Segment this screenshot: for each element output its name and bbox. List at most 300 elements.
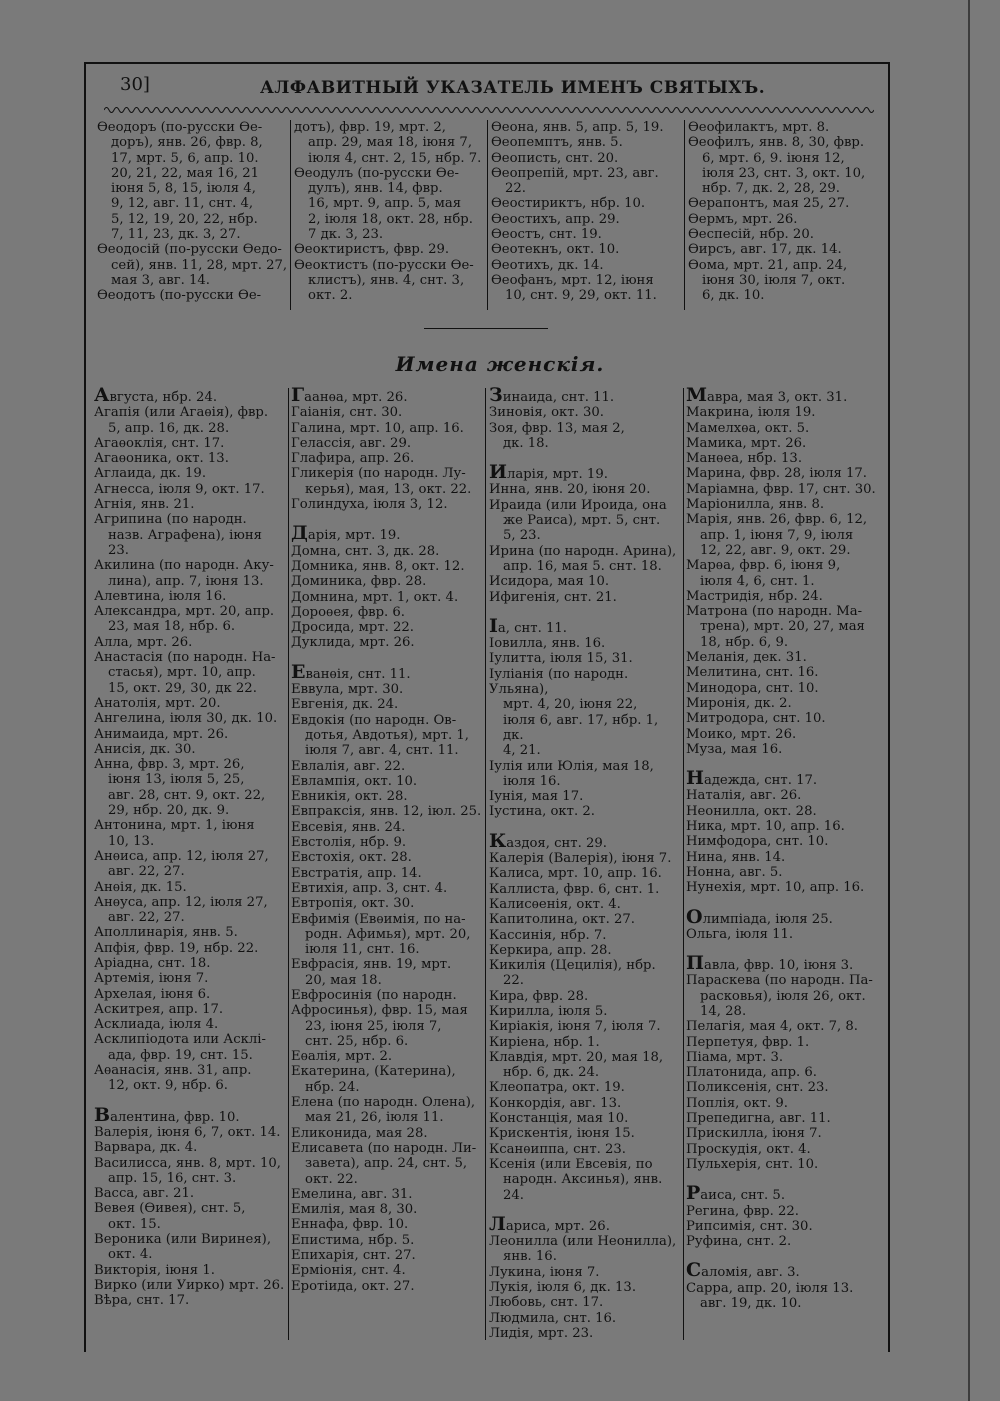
entry-continuation: 23, мая 18, нбр. 6.	[108, 619, 236, 635]
entry-line: Ирина (по народн. Арина),	[489, 543, 677, 559]
entry-line: Іунія, мая 17.	[489, 789, 584, 805]
entry-continuation: іюля 4, 6, снт. 1.	[700, 573, 815, 589]
entry-line: Вѣра, снт. 17.	[94, 1293, 190, 1309]
entry-continuation: 14, 28.	[700, 1003, 747, 1019]
entry-line: Варвара, дк. 4.	[94, 1140, 198, 1156]
entry-line: Клавдія, мрт. 20, мая 18,	[489, 1049, 664, 1065]
entry-line: Ѳеопрепій, мрт. 23, авг.	[491, 165, 659, 181]
entry-line: Афросинья), фвр. 15, мая	[291, 1003, 468, 1019]
entry-line: Агнесса, іюля 9, окт. 17.	[94, 481, 265, 497]
entry-line: Ираида (или Ироида, она	[489, 497, 667, 513]
entry-continuation: 22.	[503, 973, 524, 989]
letter-gap	[686, 896, 880, 910]
male-column-1	[97, 120, 289, 304]
letter-gap	[686, 942, 880, 956]
entry-continuation: апр. 16, мая 5. снт. 18.	[503, 558, 662, 574]
entry-line: Ѳеотекнъ, окт. 10.	[491, 242, 620, 258]
entry-line: Еванѳія, снт. 11.	[291, 660, 411, 683]
entry-line: Мамелхѳа, окт. 5.	[686, 420, 810, 436]
entry-line: Іустина, окт. 2.	[489, 804, 595, 820]
entry-line: Іулитта, іюля 15, 31.	[489, 651, 633, 667]
entry-continuation: 5, 23.	[503, 528, 541, 544]
entry-line: Дарія, мрт. 19.	[291, 522, 401, 545]
entry-line: Іовилла, янв. 16.	[489, 636, 606, 652]
entry-line: Ѳеодулъ (по-русски Ѳе-	[294, 165, 459, 181]
entry-line: Лариса, мрт. 26.	[489, 1212, 610, 1235]
entry-line: Акилина (по народн. Аку-	[94, 558, 274, 574]
entry-continuation: іюля 4, снт. 2, 15, нбр. 7.	[308, 150, 482, 166]
entry-line: Ѳеона, янв. 5, апр. 5, 19.	[491, 120, 664, 135]
column-separator	[290, 120, 291, 310]
entry-continuation: 5, 12, 19, 20, 22, нбр.	[111, 211, 258, 227]
entry-continuation: 6, дк. 10.	[702, 288, 765, 304]
entry-continuation: нбр. 7, дк. 2, 28, 29.	[702, 181, 840, 197]
entry-continuation: лина), апр. 7, іюня 13.	[108, 573, 264, 589]
entry-line: Агнія, янв. 21.	[94, 497, 195, 513]
entry-line: Ѳеоктиристъ, фвр. 29.	[294, 242, 450, 258]
entry-line: Капитолина, окт. 27.	[489, 912, 635, 928]
entry-line: Пелагія, мая 4, окт. 7, 8.	[686, 1019, 858, 1035]
entry-line: Еввула, мрт. 30.	[291, 682, 404, 698]
entry-line: Ѳеодоръ (по-русски Ѳе-	[97, 120, 263, 135]
entry-line: Кирилла, іюля 5.	[489, 1003, 608, 1019]
entry-line: Рипсимія, снт. 30.	[686, 1218, 813, 1234]
entry-line: Евтихія, апр. 3, снт. 4.	[291, 880, 448, 896]
entry-line: Евлампія, окт. 10.	[291, 773, 418, 789]
page-title: АЛФАВИТНЫЙ УКАЗАТЕЛЬ ИМЕНЪ СВЯТЫХЪ.	[260, 78, 766, 98]
section-rule	[424, 328, 548, 329]
male-column-4	[688, 120, 880, 304]
male-column-3	[491, 120, 683, 304]
entry-line: Аѳанасія, янв. 31, апр.	[94, 1063, 252, 1079]
entry-line: Аскитрея, апр. 17.	[94, 1001, 224, 1017]
entry-line: Павла, фвр. 10, іюня 3.	[686, 952, 854, 975]
column-separator	[487, 120, 488, 310]
entry-line: Крискентія, іюня 15.	[489, 1126, 635, 1142]
entry-continuation: 20, мая 18.	[305, 972, 382, 988]
entry-continuation: авг. 28, снт. 9, окт. 22,	[108, 787, 266, 803]
entry-line: Евсевія, янв. 24.	[291, 819, 406, 835]
entry-line: Александра, мрт. 20, апр.	[94, 604, 275, 620]
column-separator	[683, 388, 684, 1340]
entry-continuation: окт. 15.	[108, 1216, 161, 1232]
entry-line: Лукія, іюля 6, дк. 13.	[489, 1280, 637, 1296]
entry-line: Кикилія (Цецилія), нбр.	[489, 958, 656, 974]
entry-continuation: же Раиса), мрт. 5, снт.	[503, 513, 661, 529]
entry-line: Евтропія, окт. 30.	[291, 896, 415, 912]
entry-line: Мелитина, снт. 16.	[686, 665, 819, 681]
letter-gap	[94, 1094, 286, 1108]
entry-line: Надежда, снт. 17.	[686, 767, 818, 790]
entry-line: Еротіида, окт. 27.	[291, 1278, 415, 1294]
entry-line: Анимаида, мрт. 26.	[94, 726, 229, 742]
entry-line: Іулія или Юлія, мая 18,	[489, 758, 654, 774]
entry-continuation: 20, 21, 22, мая 16, 21	[111, 165, 260, 181]
entry-continuation: 2, іюля 18, окт. 28, нбр.	[308, 211, 473, 227]
entry-line: Марія, янв. 26, фвр. 6, 12,	[686, 512, 868, 528]
entry-line: Ѳеофилъ, янв. 8, 30, фвр.	[688, 135, 865, 151]
entry-continuation: родн. Афимья), мрт. 20,	[305, 926, 471, 942]
entry-line: Зиновія, окт. 30.	[489, 405, 604, 421]
entry-line: Ксанѳиппа, снт. 23.	[489, 1141, 626, 1157]
entry-line: Макрина, іюля 19.	[686, 405, 816, 421]
entry-line: Анѳуса, апр. 12, іюля 27,	[94, 894, 268, 910]
entry-line: Голиндуха, іюля 3, 12.	[291, 497, 448, 513]
entry-line: Минодора, снт. 10.	[686, 680, 819, 696]
entry-line: Параскева (по народн. Па-	[686, 973, 873, 989]
entry-line: Поплія, окт. 9.	[686, 1095, 788, 1111]
entry-line: дотъ), фвр. 19, мрт. 2,	[294, 120, 446, 135]
entry-line: Аглаида, дк. 19.	[94, 466, 207, 482]
column-separator	[288, 388, 289, 1340]
entry-line: Митродора, снт. 10.	[686, 711, 826, 727]
entry-line: Домнина, мрт. 1, окт. 4.	[291, 589, 459, 605]
wavy-divider	[104, 104, 874, 116]
entry-continuation: 15, окт. 29, 30, дк 22.	[108, 680, 257, 696]
entry-line: Евдокія (по народн. Ов-	[291, 712, 457, 728]
entry-line: Констанція, мая 10.	[489, 1111, 629, 1127]
entry-line: Дороѳея, фвр. 6.	[291, 604, 405, 620]
entry-continuation: нбр. 24.	[305, 1079, 360, 1095]
entry-continuation: апр. 29, мая 18, іюня 7,	[308, 135, 473, 151]
entry-continuation: 17, мрт. 5, 6, апр. 10.	[111, 150, 259, 166]
entry-continuation: 29, нбр. 20, дк. 9.	[108, 803, 230, 819]
entry-continuation: 16, мрт. 9, апр. 5, мая	[308, 196, 462, 212]
entry-line: Евникія, окт. 28.	[291, 789, 408, 805]
entry-line: Анѳія, дк. 15.	[94, 879, 187, 895]
entry-continuation: ада, фвр. 19, снт. 15.	[108, 1047, 253, 1063]
female-column-4	[686, 384, 880, 1312]
entry-line: Емелина, авг. 31.	[291, 1186, 413, 1202]
entry-continuation: доръ), янв. 26, фвр. 8,	[111, 135, 263, 151]
column-separator	[485, 388, 486, 1340]
entry-line: Керкира, апр. 28.	[489, 942, 612, 958]
entry-line: Домника, янв. 8, окт. 12.	[291, 558, 465, 574]
entry-continuation: іюня 13, іюля 5, 25,	[108, 772, 245, 788]
entry-line: Конкордія, авг. 13.	[489, 1095, 622, 1111]
letter-gap	[686, 757, 880, 771]
entry-line: Евстратія, апр. 14.	[291, 865, 422, 881]
entry-line: Глафира, апр. 26.	[291, 451, 415, 467]
entry-line: Любовь, снт. 17.	[489, 1295, 604, 1311]
entry-line: Піама, мрт. 3.	[686, 1049, 784, 1065]
entry-continuation: іюля 6, авг. 17, нбр. 1, дк.	[503, 712, 659, 743]
entry-continuation: снт. 25, нбр. 6.	[305, 1033, 409, 1049]
entry-line: Дуклида, мрт. 26.	[291, 635, 415, 651]
entry-continuation: 10, 13.	[108, 833, 155, 849]
entry-line: Агаѳоника, окт. 13.	[94, 451, 229, 467]
entry-line: Киріакія, іюня 7, іюля 7.	[489, 1019, 661, 1035]
entry-line: Еликонида, мая 28.	[291, 1125, 428, 1141]
entry-continuation: іюля 7, авг. 4, снт. 11.	[305, 743, 459, 759]
entry-continuation: стасья), мрт. 10, апр.	[108, 665, 256, 681]
male-column-2	[294, 120, 486, 304]
entry-line: Ѳерапонтъ, мая 25, 27.	[688, 196, 850, 212]
entry-line: Евгенія, дк. 24.	[291, 697, 399, 713]
entry-line: Поликсенія, снт. 23.	[686, 1080, 829, 1096]
entry-continuation: мрт. 4, 20, іюня 22,	[503, 697, 638, 713]
page-number: 30]	[120, 74, 150, 95]
entry-line: Клеопатра, окт. 19.	[489, 1080, 625, 1096]
entry-continuation: авг. 22, 27.	[108, 864, 185, 880]
entry-line: Аріадна, снт. 18.	[94, 955, 211, 971]
entry-line: Марѳа, фвр. 6, іюня 9,	[686, 558, 841, 574]
entry-line: Муза, мая 16.	[686, 741, 783, 757]
entry-line: Ѳеодотъ (по-русски Ѳе-	[97, 288, 262, 304]
entry-continuation: окт. 2.	[308, 288, 353, 304]
entry-line: Моико, мрт. 26.	[686, 726, 797, 742]
entry-line: Евстохія, окт. 28.	[291, 850, 412, 866]
entry-line: Ѳеодосій (по-русски Ѳедо-	[97, 242, 282, 258]
entry-line: Пульхерія, снт. 10.	[686, 1156, 819, 1172]
entry-line: Іуліанія (по народн. Ульяна),	[489, 666, 629, 698]
entry-continuation: іюля 16.	[503, 773, 561, 789]
entry-line: Мастридія, нбр. 24.	[686, 588, 823, 604]
entry-line: Раиса, снт. 5.	[686, 1182, 786, 1205]
page-edge-rule	[968, 0, 970, 1401]
entry-line: Ѳеспесій, нбр. 20.	[688, 227, 814, 243]
entry-line: Евпраксія, янв. 12, іюл. 25.	[291, 804, 482, 820]
entry-continuation: завета), апр. 24, снт. 5,	[305, 1156, 468, 1172]
entry-continuation: 23, іюня 25, іюля 7,	[305, 1018, 442, 1034]
entry-line: Артемія, іюня 7.	[94, 971, 209, 987]
entry-line: Еннафа, фвр. 10.	[291, 1217, 409, 1233]
entry-continuation: дулъ), янв. 14, фвр.	[308, 181, 443, 197]
entry-continuation: 7 дк. 3, 23.	[308, 227, 384, 243]
entry-continuation: мая 21, 26, іюля 11.	[305, 1110, 444, 1126]
entry-line: Евфимія (Евѳимія, по на-	[291, 911, 466, 927]
entry-line: Елена (по народн. Олена),	[291, 1095, 476, 1111]
letter-gap	[686, 1249, 880, 1263]
entry-continuation: авг. 19, дк. 10.	[700, 1296, 802, 1312]
letter-gap	[489, 451, 681, 465]
entry-line: Нимфодора, снт. 10.	[686, 834, 829, 850]
entry-continuation: іюля 23, снт. 3, окт. 10,	[702, 165, 866, 181]
entry-continuation: іюня 30, іюля 7, окт.	[702, 272, 846, 288]
entry-line: Сарра, апр. 20, іюля 13.	[686, 1280, 854, 1296]
entry-line: Руфина, снт. 2.	[686, 1234, 792, 1250]
entry-line: Агапія (или Агаѳія), фвр.	[94, 405, 269, 421]
entry-line: Олимпіада, іюля 25.	[686, 905, 833, 928]
entry-line: Алевтина, іюля 16.	[94, 588, 227, 604]
entry-line: Архелая, іюня 6.	[94, 986, 211, 1002]
entry-continuation: іюля 11, снт. 16.	[305, 942, 420, 958]
entry-line: Марина, фвр. 28, іюля 17.	[686, 466, 867, 482]
entry-line: Ерміонія, снт. 4.	[291, 1263, 406, 1279]
entry-continuation: сей), янв. 11, 28, мрт. 27,	[111, 257, 288, 273]
entry-continuation: окт. 4.	[108, 1247, 153, 1263]
column-separator	[684, 120, 685, 310]
entry-line: Доминика, фвр. 28.	[291, 574, 427, 590]
entry-line: Аполлинарія, янв. 5.	[94, 925, 238, 941]
entry-line: Ѳома, мрт. 21, апр. 24,	[688, 257, 848, 273]
entry-line: Кира, фвр. 28.	[489, 988, 589, 1004]
entry-line: Анна, фвр. 3, мрт. 26,	[94, 757, 245, 773]
entry-line: Калисѳенія, окт. 4.	[489, 896, 621, 912]
entry-continuation: апр. 15, 16, снт. 3.	[108, 1170, 237, 1186]
entry-line: Вирко (или Уирко) мрт. 26.	[94, 1277, 285, 1293]
entry-line: Галина, мрт. 10, апр. 16.	[291, 420, 464, 436]
entry-line: Нонна, авг. 5.	[686, 864, 783, 880]
female-column-2	[291, 384, 483, 1294]
entry-continuation: 6, мрт. 6, 9. іюня 12,	[702, 150, 845, 166]
entry-line: Иларія, мрт. 19.	[489, 461, 608, 484]
entry-line: Ѳеостъ, снт. 19.	[491, 227, 602, 243]
entry-continuation: іюня 5, 8, 15, іюля 4,	[111, 181, 256, 197]
entry-line: Ксенія (или Евсевія, по	[489, 1156, 653, 1172]
entry-line: Емилія, мая 8, 30.	[291, 1202, 418, 1218]
entry-continuation: клистъ), янв. 4, снт. 3,	[308, 272, 465, 288]
entry-continuation: расковья), іюля 26, окт.	[700, 988, 866, 1004]
entry-continuation: керья), мая, 13, окт. 22.	[305, 481, 472, 497]
entry-line: Ѳирсъ, авг. 17, дк. 14.	[688, 242, 842, 258]
entry-continuation: 10, снт. 9, 29, окт. 11.	[505, 288, 657, 304]
entry-line: Ифигенія, снт. 21.	[489, 589, 617, 605]
entry-line: Евстолія, нбр. 9.	[291, 835, 407, 851]
entry-line: Киріена, нбр. 1.	[489, 1034, 600, 1050]
entry-line: Ѳеописть, снт. 20.	[491, 150, 619, 166]
entry-line: Зинаида, снт. 11.	[489, 384, 615, 406]
entry-continuation: мая 3, авг. 14.	[111, 272, 210, 288]
entry-line: Анастасія (по народн. На-	[94, 650, 276, 666]
entry-line: Зоя, фвр. 13, мая 2,	[489, 420, 625, 436]
entry-line: Елисавета (по народн. Ли-	[291, 1140, 477, 1156]
entry-line: Ѳеопемптъ, янв. 5.	[491, 135, 623, 151]
entry-line: Меланія, дек. 31.	[686, 650, 807, 666]
entry-line: Антонина, мрт. 1, іюня	[94, 818, 255, 834]
entry-line: Гаіанія, снт. 30.	[291, 405, 403, 421]
entry-line: Кассинія, нбр. 7.	[489, 927, 607, 943]
entry-continuation: 9, 12, авг. 11, снт. 4,	[111, 196, 254, 212]
entry-line: Алла, мрт. 26.	[94, 634, 193, 650]
entry-line: Евфросинія (по народн.	[291, 987, 457, 1003]
entry-line: Маріонилла, янв. 8.	[686, 497, 825, 513]
entry-line: Препедигна, авг. 11.	[686, 1111, 831, 1127]
entry-line: Васса, авг. 21.	[94, 1186, 195, 1202]
entry-line: Агрипина (по народн.	[94, 512, 247, 528]
entry-continuation: дк. 18.	[503, 435, 549, 451]
entry-line: Асклиада, іюля 4.	[94, 1017, 219, 1033]
entry-line: Исидора, мая 10.	[489, 574, 610, 590]
entry-line: Нина, янв. 14.	[686, 849, 786, 865]
entry-line: Ѳеотихъ, дк. 14.	[491, 257, 604, 273]
letter-gap	[686, 1172, 880, 1186]
letter-gap	[291, 651, 483, 665]
entry-line: Наталія, авг. 26.	[686, 788, 802, 804]
entry-continuation: окт. 22.	[305, 1171, 358, 1187]
entry-line: Асклипіодота или Асклі-	[94, 1032, 266, 1048]
entry-line: Ѳеоктистъ (по-русски Ѳе-	[294, 257, 474, 273]
letter-gap	[291, 512, 483, 526]
entry-line: Гаанѳа, мрт. 26.	[291, 384, 408, 406]
entry-continuation: 5, апр. 16, дк. 28.	[108, 420, 230, 436]
section-title-female: Имена женскія.	[395, 352, 605, 376]
entry-line: Дросида, мрт. 22.	[291, 620, 414, 636]
female-column-3	[489, 384, 681, 1341]
entry-line: Гелассія, авг. 29.	[291, 435, 412, 451]
entry-line: Калерія (Валерія), іюня 7.	[489, 851, 672, 867]
page-header	[120, 74, 880, 102]
entry-line: Ѳеостириктъ, нбр. 10.	[491, 196, 646, 212]
female-column-1	[94, 384, 286, 1309]
entry-line: Неонилла, окт. 28.	[686, 803, 817, 819]
entry-line: Лидія, мрт. 23.	[489, 1325, 594, 1341]
entry-continuation: янв. 16.	[503, 1249, 557, 1265]
entry-line: Прискилла, іюня 7.	[686, 1126, 822, 1142]
entry-line: Анатолія, мрт. 20.	[94, 695, 221, 711]
entry-line: Проскудія, окт. 4.	[686, 1141, 811, 1157]
entry-line: Каллиста, фвр. 6, снт. 1.	[489, 881, 660, 897]
entry-line: Миронія, дк. 2.	[686, 695, 792, 711]
entry-line: Епистима, нбр. 5.	[291, 1232, 415, 1248]
entry-line: Саломія, авг. 3.	[686, 1259, 800, 1282]
entry-continuation: 18, нбр. 6, 9.	[700, 634, 789, 650]
entry-line: Валерія, іюня 6, 7, окт. 14.	[94, 1124, 281, 1140]
entry-continuation: нбр. 6, дк. 24.	[503, 1065, 600, 1081]
entry-line: Евлалія, авг. 22.	[291, 758, 406, 774]
entry-line: Еѳалія, мрт. 2.	[291, 1049, 393, 1065]
entry-line: Ѳеофилактъ, мрт. 8.	[688, 120, 830, 135]
entry-line: Апфія, фвр. 19, нбр. 22.	[94, 940, 259, 956]
entry-continuation: 22.	[505, 181, 526, 197]
entry-continuation: 12, 22, авг. 9, окт. 29.	[700, 542, 851, 558]
entry-line: Маріамна, фвр. 17, снт. 30.	[686, 481, 876, 497]
entry-line: Нунехія, мрт. 10, апр. 16.	[686, 880, 865, 896]
entry-continuation: дотья, Авдотья), мрт. 1,	[305, 727, 469, 743]
entry-line: Іа, снт. 11.	[489, 614, 567, 637]
entry-line: Гликерія (по народн. Лу-	[291, 466, 466, 482]
entry-line: Домна, снт. 3, дк. 28.	[291, 543, 440, 559]
entry-line: Леонилла (или Неонилла),	[489, 1234, 677, 1250]
entry-continuation: назв. Аграфена), іюня 23.	[108, 527, 262, 558]
entry-continuation: трена), мрт. 20, 27, мая	[700, 619, 865, 635]
entry-line: Анисія, дк. 30.	[94, 741, 196, 757]
entry-line: Екатерина, (Катерина),	[291, 1064, 456, 1080]
entry-line: Евфрасія, янв. 19, мрт.	[291, 957, 452, 973]
entry-line: Матрона (по народн. Ма-	[686, 604, 863, 620]
entry-line: Платонида, апр. 6.	[686, 1065, 817, 1081]
entry-line: Анѳиса, апр. 12, іюля 27,	[94, 848, 269, 864]
entry-line: Викторія, іюня 1.	[94, 1262, 215, 1278]
entry-line: Мавра, мая 3, окт. 31.	[686, 384, 848, 406]
letter-gap	[489, 820, 681, 834]
entry-line: Валентина, фвр. 10.	[94, 1103, 240, 1126]
entry-line: Инна, янв. 20, іюня 20.	[489, 482, 651, 498]
entry-line: Василисса, янв. 8, мрт. 10,	[94, 1155, 281, 1171]
entry-continuation: апр. 1, іюня 7, 9, іюля	[700, 527, 854, 543]
letter-gap	[489, 605, 681, 619]
entry-line: Августа, нбр. 24.	[94, 384, 218, 406]
entry-line: Регина, фвр. 22.	[686, 1203, 799, 1219]
entry-line: Агаѳоклія, снт. 17.	[94, 435, 225, 451]
entry-line: Ѳеостихъ, апр. 29.	[491, 211, 620, 227]
entry-line: Манѳеа, нбр. 13.	[686, 451, 803, 467]
entry-line: Вероника (или Виринея),	[94, 1232, 272, 1248]
entry-line: Ангелина, іюля 30, дк. 10.	[94, 711, 278, 727]
entry-line: Епихарія, снт. 27.	[291, 1248, 416, 1264]
entry-line: Лукина, іюня 7.	[489, 1264, 600, 1280]
entry-line: Каздоя, снт. 29.	[489, 829, 607, 852]
entry-line: Людмила, снт. 16.	[489, 1310, 617, 1326]
entry-line: Ѳермъ, мрт. 26.	[688, 211, 798, 227]
entry-continuation: 7, 11, 23, дк. 3, 27.	[111, 227, 241, 243]
entry-line: Ольга, іюля 11.	[686, 926, 794, 942]
entry-line: Мамика, мрт. 26.	[686, 435, 807, 451]
letter-gap	[489, 1203, 681, 1217]
entry-continuation: 12, окт. 9, нбр. 6.	[108, 1078, 228, 1094]
entry-line: Вевея (Ѳивея), снт. 5,	[94, 1201, 246, 1217]
entry-line: Ѳеофанъ, мрт. 12, іюня	[491, 272, 654, 288]
